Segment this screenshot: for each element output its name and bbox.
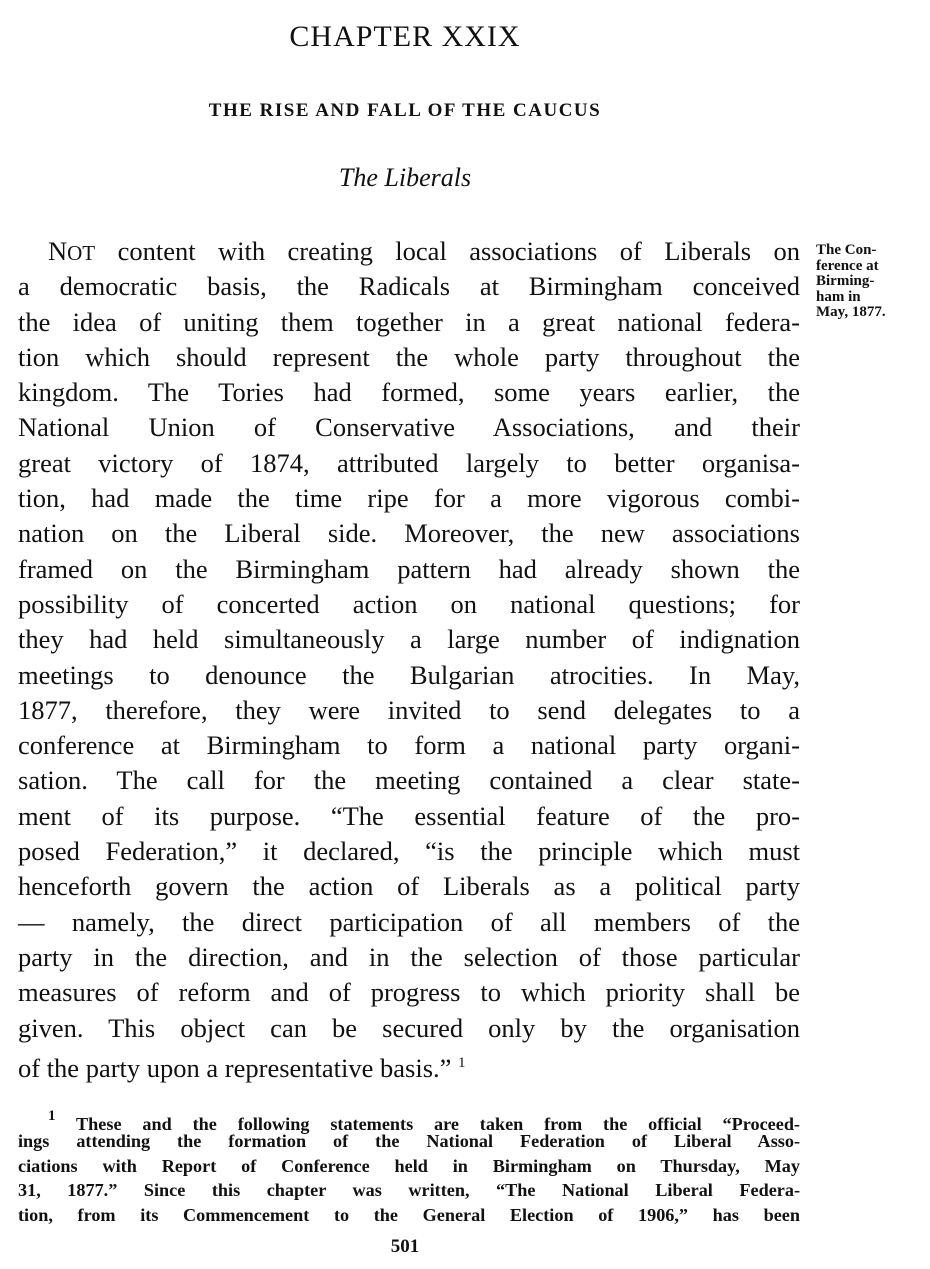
drop-word-rest: OT (67, 241, 96, 265)
body-line: National Union of Conservative Associations, and their (18, 412, 800, 443)
chapter-heading: CHAPTER XXIX (289, 20, 521, 53)
body-line: framed on the Birmingham pattern had already shown the (18, 553, 800, 584)
margin-note-line: ference at (816, 257, 879, 274)
footnote-line: $^1$ These and the following statements are taken from the official “Proceed- (48, 1108, 800, 1134)
body-line: conference at Birmingham to form a national party organi- (18, 730, 800, 761)
drop-word-cap: N (48, 236, 68, 266)
body-line: a democratic basis, the Radicals at Birmingham conceived (18, 271, 800, 302)
body-line: sation. The call for the meeting contained a clear state- (18, 765, 800, 796)
footnote-reference: 1 (458, 1054, 466, 1071)
margin-note (816, 243, 926, 321)
margin-note-line: May, 1877. (816, 304, 886, 320)
body-line: great victory of 1874, attributed largely to better organisa- (18, 447, 800, 478)
margin-note-line: The Con- (816, 242, 877, 258)
footnote-line: tion, from its Commencement to the General Election of 1906,” has been (18, 1205, 800, 1226)
body-line: they had held simultaneously a large number of indignation (18, 624, 800, 655)
body-line: tion, had made the time ripe for a more vigorous combi- (18, 483, 800, 514)
margin-note-line: ham in (816, 288, 861, 305)
body-line: tion which should represent the whole party throughout the (18, 341, 800, 372)
body-line: nation on the Liberal side. Moreover, the new associations (18, 518, 800, 549)
section-title: The Liberals (338, 163, 472, 192)
body-line: posed Federation,” it declared, “is the principle which must (18, 836, 800, 867)
body-text (18, 234, 800, 1081)
body-line: ment of its purpose. “The essential feature of the pro- (18, 800, 800, 831)
body-line: meetings to denounce the Bulgarian atrocities. In May, (18, 659, 800, 690)
body-line: — namely, the direct participation of all members of the (18, 906, 800, 937)
body-line: NOT content with creating local associations of Liberals on (48, 236, 800, 266)
chapter-title: THE RISE AND FALL OF THE CAUCUS (208, 100, 602, 121)
body-line: 1877, therefore, they were invited to send delegates to a (18, 694, 800, 725)
body-line: of the party upon a representative basis.” $^1$ (18, 1052, 466, 1083)
body-line: given. This object can be secured only by the organisation (18, 1012, 800, 1043)
footnote-line: ciations with Report of Conference held in Birmingham on Thursday, May (18, 1155, 800, 1176)
body-line: kingdom. The Tories had formed, some years earlier, the (18, 377, 800, 408)
footnote-marker: 1 (48, 1108, 56, 1124)
body-line: measures of reform and of progress to which priority shall be (18, 977, 800, 1008)
body-line: possibility of concerted action on national questions; for (18, 588, 800, 619)
body-line: henceforth govern the action of Liberals as a political party (18, 871, 800, 902)
footnote (18, 1104, 800, 1228)
page-number: 501 (390, 1236, 420, 1257)
margin-note-line: Birming- (816, 273, 875, 289)
body-line: party in the direction, and in the selection of those particular (18, 941, 800, 972)
body-line: the idea of uniting them together in a great national federa- (18, 306, 800, 337)
footnote-line: ings attending the formation of the National Federation of Liberal Asso- (18, 1130, 800, 1151)
footnote-line: 31, 1877.” Since this chapter was written, “The National Liberal Federa- (18, 1180, 800, 1201)
